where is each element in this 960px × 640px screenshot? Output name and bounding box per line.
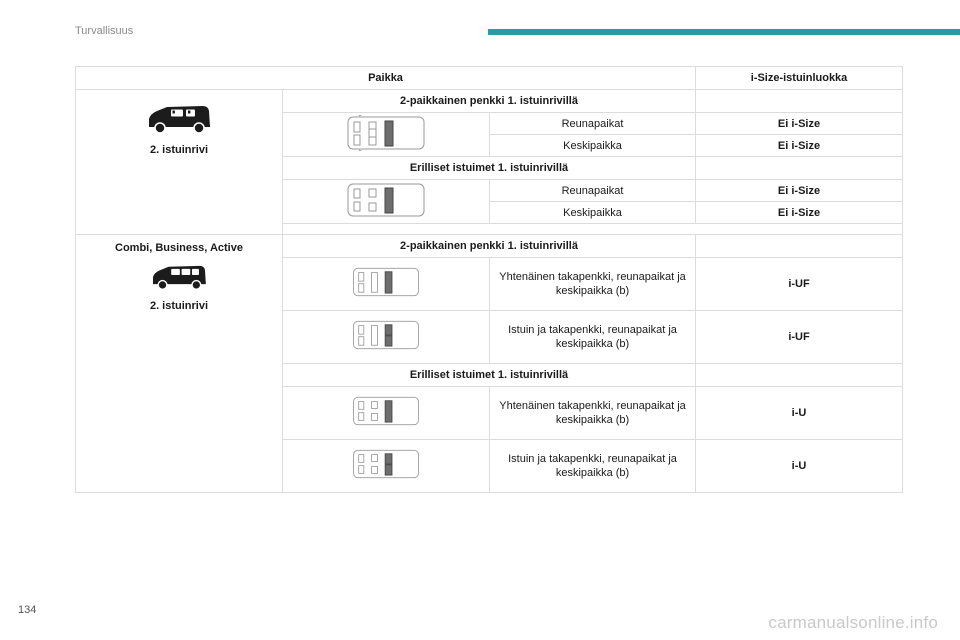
table-header-row bbox=[76, 67, 903, 90]
empty-cell bbox=[696, 364, 903, 387]
section-title-cell: Erilliset istuimet 1. istuinrivillä bbox=[283, 364, 696, 387]
row-label: 2. istuinrivi bbox=[149, 300, 209, 312]
seat-layout-cell bbox=[283, 311, 490, 364]
van-top-view-icon bbox=[351, 447, 421, 481]
van-side-icon bbox=[149, 265, 209, 291]
section-title-cell: 2-paikkainen penkki 1. istuinrivillä bbox=[283, 235, 696, 258]
seat-position: Yhtenäinen takapenkki, reunapaikat ja keskipaikka (b) bbox=[490, 387, 696, 440]
watermark: carmanualsonline.info bbox=[768, 613, 938, 632]
col-header-place: Paikka bbox=[76, 67, 696, 90]
seat-layout-cell bbox=[283, 258, 490, 311]
page-number: 134 bbox=[18, 604, 37, 616]
seat-position: Istuin ja takapenkki, reunapaikat ja keskipaikka (b) bbox=[490, 440, 696, 493]
section-title: Turvallisuus bbox=[75, 25, 134, 37]
seat-class: Ei i-Size bbox=[696, 180, 903, 202]
seat-class: i-UF bbox=[696, 258, 903, 311]
van-top-view-icon bbox=[351, 318, 421, 352]
seat-layout-cell bbox=[283, 440, 490, 493]
header-accent-bar bbox=[488, 29, 960, 35]
spacer-cell bbox=[283, 224, 903, 235]
van-top-view-icon bbox=[345, 182, 427, 218]
table-row bbox=[76, 90, 903, 113]
van-side-icon bbox=[145, 105, 213, 135]
seat-class: Ei i-Size bbox=[696, 202, 903, 224]
seat-position: Istuin ja takapenkki, reunapaikat ja keskipaikka (b) bbox=[490, 311, 696, 364]
seat-position: Reunapaikat bbox=[490, 180, 696, 202]
van-top-view-icon bbox=[351, 394, 421, 428]
seat-class: Ei i-Size bbox=[696, 113, 903, 135]
isize-seat-table bbox=[75, 66, 903, 493]
seat-class: Ei i-Size bbox=[696, 135, 903, 157]
table-row bbox=[76, 235, 903, 258]
seat-class: i-U bbox=[696, 387, 903, 440]
col-header-class: i-Size-istuinluokka bbox=[696, 67, 903, 90]
seat-position: Keskipaikka bbox=[490, 202, 696, 224]
row-label: 2. istuinrivi bbox=[149, 144, 209, 156]
seat-layout-cell bbox=[283, 387, 490, 440]
version-label: Combi, Business, Active bbox=[115, 242, 243, 254]
empty-cell bbox=[696, 157, 903, 180]
group1-place-cell bbox=[76, 90, 283, 235]
section-title-cell: 2-paikkainen penkki 1. istuinrivillä bbox=[283, 90, 696, 113]
empty-cell bbox=[696, 90, 903, 113]
van-top-view-icon bbox=[351, 265, 421, 299]
seat-position: Yhtenäinen takapenkki, reunapaikat ja keskipaikka (b) bbox=[490, 258, 696, 311]
empty-cell bbox=[696, 235, 903, 258]
seat-class: i-U bbox=[696, 440, 903, 493]
van-top-view-icon bbox=[345, 115, 427, 151]
seat-position: Keskipaikka bbox=[490, 135, 696, 157]
seat-position: Reunapaikat bbox=[490, 113, 696, 135]
group2-place-cell bbox=[76, 235, 283, 493]
section-title-cell: Erilliset istuimet 1. istuinrivillä bbox=[283, 157, 696, 180]
seat-layout-cell bbox=[283, 180, 490, 224]
seat-layout-cell bbox=[283, 113, 490, 157]
seat-class: i-UF bbox=[696, 311, 903, 364]
